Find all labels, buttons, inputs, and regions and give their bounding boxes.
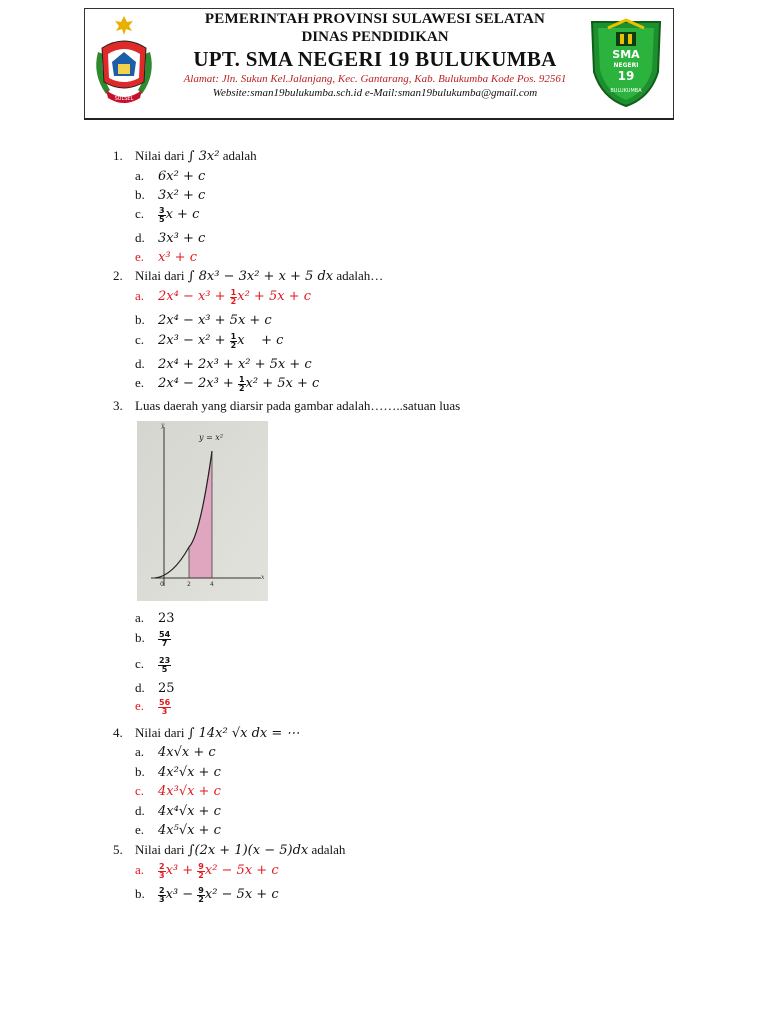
question-1-option-c [135,206,199,224]
school-logo-icon [586,14,666,110]
x-tick-2: 2 [187,581,191,588]
question-3-option-a [135,610,175,626]
option-letter: e. [135,822,145,837]
option-letter: b. [135,187,145,202]
option-expression-rest: x² + 5x + c [237,289,311,304]
option-letter: b. [135,764,145,779]
option-expression-rest: x² − 5x + c [204,863,279,878]
fraction-numerator: 1 [230,331,237,341]
fraction-denominator: 2 [198,870,204,880]
question-text: Nilai dari [135,148,188,163]
province-emblem-icon [88,12,160,108]
option-expression-rest: x² − 5x + c [204,887,279,902]
question-number: 1. [113,148,123,163]
question-2-option-a-correct [135,288,311,306]
fraction-denominator: 2 [238,383,245,393]
fraction-numerator: 1 [230,287,237,297]
fraction-denominator: 2 [230,340,237,350]
question-1-option-d [135,230,205,246]
option-letter: e. [135,249,145,264]
option-letter: b. [135,886,145,901]
fraction-numerator: 9 [198,861,204,871]
option-expression: 3x³ + c [158,231,206,246]
fraction-denominator: 3 [159,894,165,904]
option-fraction [238,376,246,393]
option-expression: 2x⁴ − 2x³ + [158,376,238,391]
question-text: Nilai dari [135,842,188,857]
option-letter: b. [135,312,145,327]
option-letter: e. [135,698,145,713]
option-expression: 2x⁴ − x³ + 5x + c [158,313,272,328]
y-axis-label: y [161,422,165,429]
question-5-option-b [135,886,279,904]
option-fraction [158,863,166,880]
question-text-suffix: adalah [308,842,346,857]
question-text-suffix: adalah… [333,268,384,283]
question-expression: ∫ 3x² [187,149,220,164]
option-letter: a. [135,862,145,877]
fraction-denominator: 2 [198,894,204,904]
fraction-denominator: 5 [159,214,165,224]
option-expression-rest: x² + 5x + c [245,376,320,391]
question-4-option-b [135,764,221,780]
svg-text:SULSEL: SULSEL [114,96,134,102]
question-3-option-e-correct [135,698,171,716]
question-3-option-c [135,656,171,674]
fraction-numerator: 2 [159,885,165,895]
option-expression-rest: x + c [237,333,284,348]
option-letter: d. [135,803,145,818]
question-4-option-c-correct [135,783,221,799]
option-letter: c. [135,332,145,347]
option-expression: x + c [165,207,200,222]
option-letter: b. [135,630,145,645]
fraction-numerator: 9 [198,885,204,895]
question-expression: ∫ 14x² √x dx = ⋯ [187,726,300,741]
fraction-numerator: 2 [159,861,165,871]
school-contact: Website:sman19bulukumba.sch.id e-Mail:sman19bulukumba@gmail.com [212,87,538,99]
logo-negeri-text: NEGERI [613,62,639,69]
option-expression: 3x² + c [158,188,206,203]
x-tick-0: 0 [160,581,164,588]
x-axis-label: x [261,574,265,581]
option-letter: e. [135,375,145,390]
question-2-option-e [135,375,319,393]
option-fraction [158,207,166,224]
question-number: 2. [113,268,123,283]
question-2 [113,268,383,284]
question-5-option-a-correct [135,862,279,880]
fraction-numerator: 1 [238,374,245,384]
question-number: 3. [113,398,123,413]
question-expression: ∫(2x + 1)(x − 5)dx [187,843,309,858]
option-expression: 2x³ − x² + [158,333,230,348]
option-letter: a. [135,288,145,303]
school-address: Alamat: Jln. Sukun Kel.Jalanjang, Kec. Gantarang, Kab. Bulukumba Kode Pos. 92561 [183,73,567,85]
option-letter: a. [135,610,145,625]
option-letter: c. [135,206,145,221]
question-text: Luas daerah yang diarsir pada gambar adalah……..satuan luas [135,398,461,413]
question-3-option-d [135,680,175,696]
curve-label: y = x² [199,433,224,442]
question-1-option-a [135,168,205,184]
question-1-option-b [135,187,205,203]
option-expression: 23 [158,611,175,626]
question-3-option-b [135,630,171,648]
fraction-denominator: 5 [161,664,168,674]
option-fraction [158,631,171,648]
area-under-curve-figure [137,421,268,601]
option-fraction-2 [197,887,205,904]
question-4-option-e [135,822,221,838]
question-expression: ∫ 8x³ − 3x² + x + 5 dx [187,269,334,284]
option-letter: a. [135,744,145,759]
fraction-denominator: 3 [159,870,165,880]
question-5 [113,842,345,858]
letterhead-line-2: DINAS PENDIDIKAN [301,29,449,45]
letterhead-rule [84,118,674,120]
option-letter: d. [135,680,145,695]
fraction-numerator: 3 [159,205,165,215]
option-fraction-2 [197,863,205,880]
x-tick-4: 4 [210,581,214,588]
fraction-denominator: 2 [230,296,237,306]
option-expression: 4x²√x + c [158,765,221,780]
option-expression: 4x⁵√x + c [158,823,221,838]
question-number: 5. [113,842,123,857]
option-expression: 4x⁴√x + c [158,804,221,819]
option-fraction [158,887,166,904]
question-text-suffix: adalah [219,148,257,163]
logo-number-text: 19 [617,69,635,83]
question-number: 4. [113,725,123,740]
option-fraction [158,657,171,674]
school-name: UPT. SMA NEGERI 19 BULUKUMBA [193,47,557,71]
letterhead-line-1: PEMERINTAH PROVINSI SULAWESI SELATAN [204,11,546,27]
question-1 [113,148,257,164]
question-4-option-d [135,803,221,819]
option-expression: 4x√x + c [158,745,216,760]
question-4-option-a [135,744,216,760]
fraction-denominator: 3 [161,706,168,716]
option-expression: x³ + [165,863,198,878]
option-expression: 2x⁴ − x³ + [158,289,230,304]
question-text: Nilai dari [135,268,188,283]
option-expression: x³ − [165,887,198,902]
question-2-option-d [135,356,312,372]
question-1-option-e-correct [135,249,197,265]
letterhead-text [170,10,580,100]
option-letter: c. [135,656,145,671]
option-letter: d. [135,230,145,245]
question-2-option-c [135,332,283,350]
question-3 [113,398,460,414]
fraction-numerator: 23 [159,655,171,665]
fraction-denominator: 7 [161,638,168,648]
option-letter: c. [135,783,145,798]
option-expression: 25 [158,681,175,696]
question-text: Nilai dari [135,725,188,740]
option-letter: a. [135,168,145,183]
option-expression: x³ + c [158,250,197,265]
option-letter: d. [135,356,145,371]
fraction-numerator: 56 [159,697,171,707]
option-expression: 6x² + c [158,169,206,184]
option-fraction [158,699,171,716]
option-expression: 2x⁴ + 2x³ + x² + 5x + c [158,357,312,372]
logo-sma-text: SMA [612,48,640,61]
question-2-option-b [135,312,272,328]
logo-city-text: BULUKUMBA [610,88,642,94]
question-4 [113,725,299,741]
option-expression: 4x³√x + c [158,784,221,799]
fraction-numerator: 54 [159,629,171,639]
